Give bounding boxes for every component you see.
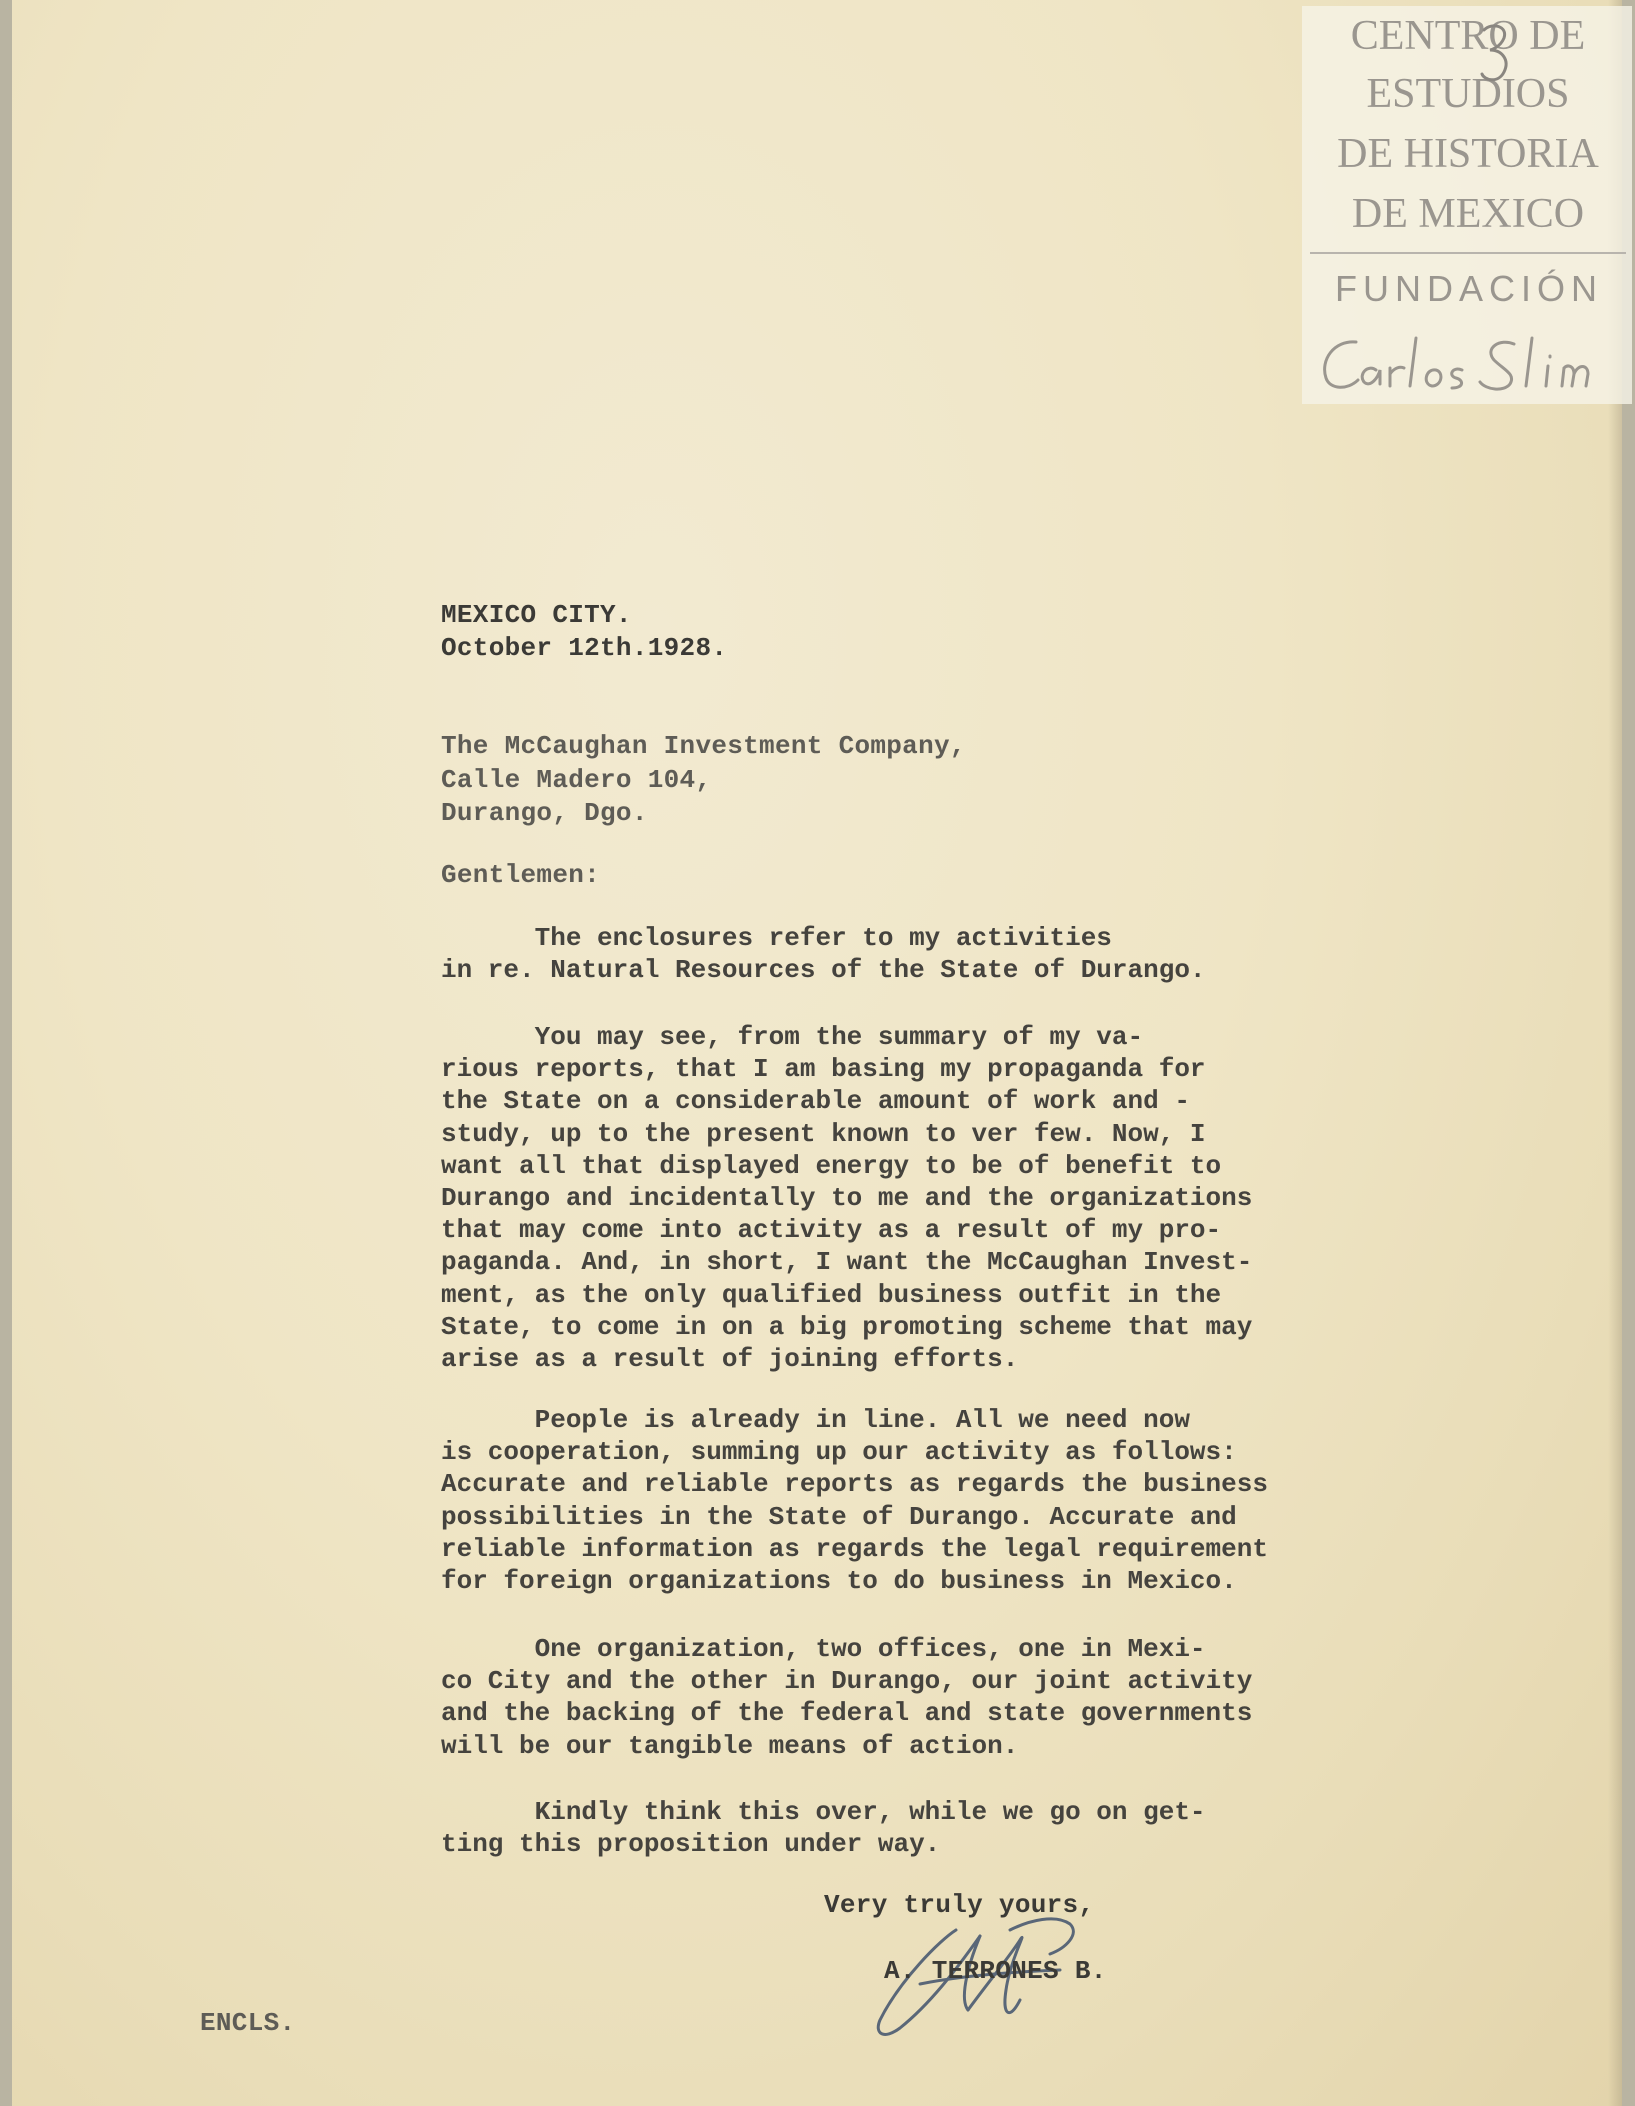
enclosures-note: ENCLS. <box>200 2008 296 2038</box>
salutation: Gentlemen: <box>441 860 601 890</box>
paragraph-5 <box>441 1796 1206 1860</box>
paragraph-line: One organization, two offices, one in Mexi- <box>441 1634 1206 1664</box>
paragraph-line: reliable information as regards the legal requirement <box>441 1533 1268 1564</box>
stamp-line-3: DE HISTORIA <box>1337 131 1599 177</box>
paragraph-1 <box>441 922 1206 986</box>
paragraph-line: in re. Natural Resources of the State of Durango. <box>441 955 1206 986</box>
paragraph-line: You may see, from the summary of my va- <box>441 1022 1144 1052</box>
paragraph-line: the State on a considerable amount of work and - <box>441 1086 1190 1117</box>
paragraph-line: will be our tangible means of action. <box>441 1730 1019 1761</box>
stamp-line-1: CENTRO DE <box>1350 13 1586 59</box>
paragraph-line: is cooperation, summing up our activity as follows: <box>441 1437 1237 1468</box>
paragraph-line: that may come into activity as a result of my pro- <box>441 1215 1222 1246</box>
stamp-foundation: FUNDACIÓN <box>1335 268 1603 309</box>
stamp-divider <box>1310 252 1626 254</box>
paragraph-line: ting this proposition under way. <box>441 1829 941 1860</box>
paragraph-line: paganda. And, in short, I want the McCaughan Invest- <box>441 1247 1253 1278</box>
paragraph-line: study, up to the present known to ver few. Now, I <box>441 1118 1206 1149</box>
signer-name: A. TERRONES B. <box>884 1956 1107 1986</box>
paragraph-2 <box>441 1021 1252 1375</box>
stamp-line-2: ESTUDIOS <box>1366 71 1570 117</box>
paragraph-line: The enclosures refer to my activities <box>441 923 1112 953</box>
letter-place: MEXICO CITY. <box>441 600 632 630</box>
paragraph-line: People is already in line. All we need now <box>441 1405 1190 1435</box>
paragraph-line: and the backing of the federal and state governments <box>441 1698 1253 1729</box>
corner-mark-icon <box>1478 20 1514 90</box>
paragraph-line: co City and the other in Durango, our joint activity <box>441 1666 1253 1697</box>
letter-date: October 12th.1928. <box>441 633 728 663</box>
recipient-line-1: The McCaughan Investment Company, <box>441 731 966 761</box>
paragraph-line: rious reports, that I am basing my propaganda for <box>441 1054 1206 1085</box>
paragraph-line: Kindly think this over, while we go on get- <box>441 1797 1206 1827</box>
paragraph-line: Durango and incidentally to me and the organizations <box>441 1182 1253 1213</box>
carlos-slim-logo-icon <box>1314 330 1624 400</box>
paragraph-line: ment, as the only qualified business outfit in the <box>441 1279 1222 1310</box>
stamp-line-4: DE MEXICO <box>1351 191 1585 237</box>
paragraph-line: arise as a result of joining efforts. <box>441 1343 1019 1374</box>
paragraph-line: Accurate and reliable reports as regards the business <box>441 1469 1268 1500</box>
recipient-line-3: Durango, Dgo. <box>441 798 648 828</box>
paragraph-4 <box>441 1633 1252 1762</box>
paragraph-line: want all that displayed energy to be of benefit to <box>441 1150 1222 1181</box>
recipient-line-2: Calle Madero 104, <box>441 765 712 795</box>
paragraph-3 <box>441 1404 1268 1597</box>
closing: Very truly yours, <box>824 1890 1095 1920</box>
paragraph-line: possibilities in the State of Durango. Accurate and <box>441 1501 1237 1532</box>
paragraph-line: for foreign organizations to do business in Mexico. <box>441 1565 1237 1596</box>
paragraph-line: State, to come in on a big promoting scheme that may <box>441 1311 1253 1342</box>
